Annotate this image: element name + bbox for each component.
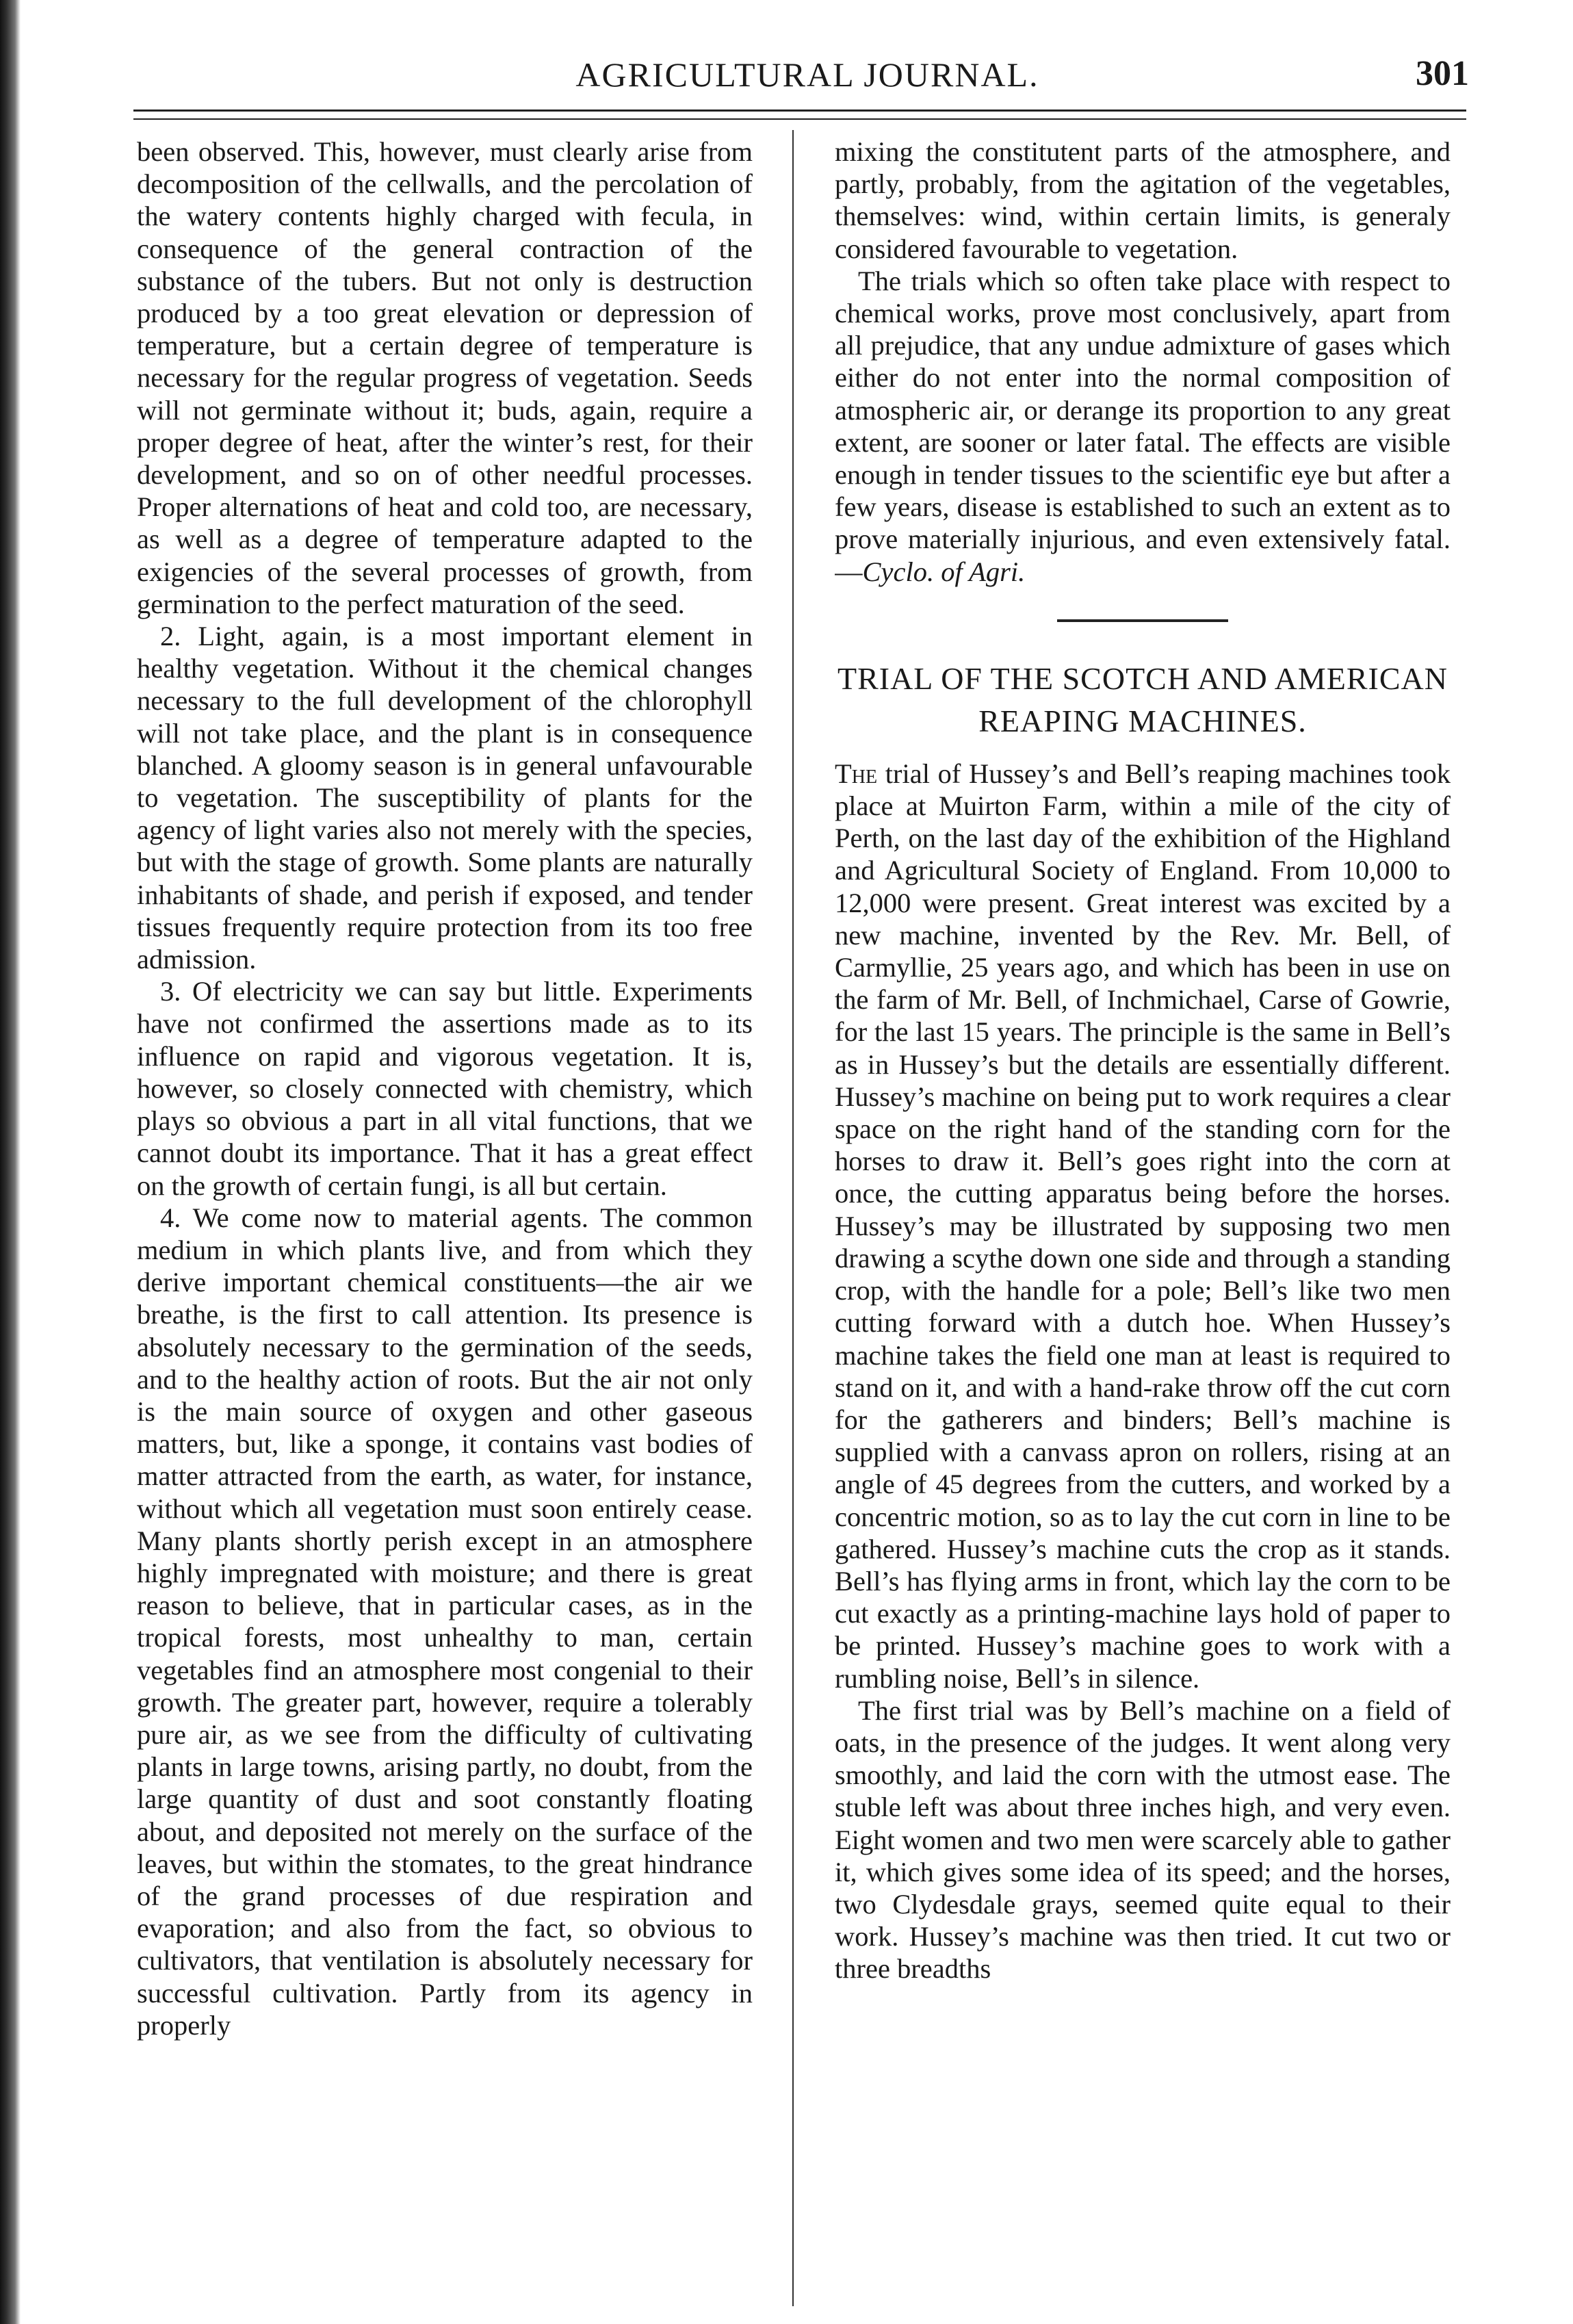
journal-title: AGRICULTURAL JOURNAL. bbox=[575, 55, 1039, 94]
article-title-line-1: TRIAL OF THE SCOTCH AND AMERICAN bbox=[837, 660, 1448, 696]
source-citation: Cyclo. of Agri. bbox=[862, 556, 1026, 587]
column-divider bbox=[792, 130, 794, 2306]
paragraph-material-agents: 4. We come now to material agents. The common medium in which plants live, and from which they derive important chemical constituents—the air we breathe, is the first to call attention. Its presence is absolutely necessary to the germination of the seeds, and to the healthy action of roots. But the air not only is the main source of oxygen and other gaseous matters, but, like a sponge, it contains vast bodies of matter attracted from the earth, as water, for instance, without which all vegetation must soon entirely cease. Many plants shortly perish except in an atmosphere highly impregnated with moisture; and there is great reason to believe, that in particular cases, as in the tropical forests, most unhealthy to man, certain vegetables find an atmosphere most congenial to their growth. The greater part, however, require a tolerably pure air, as we see from the difficulty of cultivating plants in large towns, arising partly, no doubt, from the large quantity of dust and soot constantly floating about, and deposited not merely on the surface of the leaves, but within the stomates, to the great hindrance of the grand processes of due respiration and evaporation; and also from the fact, so obvious to cultivators, that ventilation is absolutely necessary for successful cultivation. Partly from its agency in properly bbox=[137, 1202, 753, 2041]
right-column bbox=[835, 135, 1451, 2301]
running-head bbox=[133, 34, 1481, 103]
left-column bbox=[137, 135, 753, 2301]
lead-word: The bbox=[835, 758, 878, 789]
article-title-line-2: REAPING MACHINES. bbox=[978, 703, 1307, 738]
paragraph-atmosphere: mixing the constitutent parts of the atmosphere, and partly, probably, from the agitation of the vegetables, themselves: wind, within certain limits, is generaly considered favourable to vegetation. bbox=[835, 136, 1451, 264]
page-number: 301 bbox=[1416, 54, 1469, 93]
paragraph-trial-intro bbox=[835, 758, 1451, 1694]
page-binding-shadow bbox=[0, 0, 21, 2324]
header-rule-top bbox=[133, 109, 1466, 112]
paragraph-chemical-works-text: The trials which so often take place with respect to chemical works, prove most conclusively, apart from all prejudice, that any undue admixture of gases which either do not enter into the normal composition of atmospheric air, or derange its proportion to any great extent, are sooner or later fatal. The effects are visible enough in tender tissues to the scientific eye but after a few years, disease is established to such an extent as to prove materially injurious, and even extensively fatal.— bbox=[835, 265, 1451, 587]
paragraph-chemical-works bbox=[835, 265, 1451, 588]
paragraph-first-trial: The first trial was by Bell’s machine on a field of oats, in the presence of the judges. It went along very smoothly, and laid the corn with the utmost ease. The stuble left was about three inches high, and very even. Eight women and two men were scarcely able to gather it, which gives some idea of its speed; and the horses, two Clydesdale grays, seemed quite equal to their work. Hussey’s machine was then tried. It cut two or three breadths bbox=[835, 1694, 1451, 1985]
header-rule-bottom bbox=[133, 118, 1466, 120]
article-title bbox=[835, 658, 1451, 743]
paragraph-electricity: 3. Of electricity we can say but little. Experiments have not confirmed the assertions made as to its influence on rapid and vigorous vegetation. It is, however, so closely connected with chemistry, which plays so obvious a part in all vital functions, that we cannot doubt its importance. That it has a great effect on the growth of certain fungi, is all but certain. bbox=[137, 976, 753, 1201]
section-rule bbox=[1057, 619, 1228, 622]
paragraph-temperature: been observed. This, however, must clearly arise from decomposition of the cellwalls, and the percolation of the watery contents highly charged with fecula, in consequence of the general contraction of the substance of the tubers. But not only is destruction produced by a too great elevation or depression of temperature, but a certain degree of temperature is necessary for the regular progress of vegetation. Seeds will not germinate without it; buds, again, require a proper degree of heat, after the winter’s rest, for their development, and so on of other needful processes. Proper alternations of heat and cold too, are necessary, as well as a degree of temperature adapted to the exigencies of the several processes of growth, from germination to the perfect maturation of the seed. bbox=[137, 136, 753, 619]
paragraph-light: 2. Light, again, is a most important element in healthy vegetation. Without it the chemical changes necessary to the full development of the chlorophyll will not take place, and the plant is in consequence blanched. A gloomy season is in general unfavourable to vegetation. The susceptibility of plants for the agency of light varies also not merely with the species, but with the stage of growth. Some plants are naturally inhabitants of shade, and perish if exposed, and tender tissues frequently require protection from its too free admission. bbox=[137, 621, 753, 975]
paragraph-trial-intro-text: trial of Hussey’s and Bell’s reaping machines took place at Muirton Farm, within a mile of the city of Perth, on the last day of the exhibition of the Highland and Agricultural Society of England. From 10,000 to 12,000 were present. Great interest was excited by a new machine, invented by the Rev. Mr. Bell, of Carmyllie, 25 years ago, and which has been in use on the farm of Mr. Bell, of Inchmichael, Carse of Gowrie, for the last 15 years. The principle is the same in Bell’s as in Hussey’s but the details are essentially different. Hussey’s machine on being put to work requires a clear space on the right hand of the standing corn for the horses to draw it. Bell’s goes right into the corn at once, the cutting apparatus being before the horses. Hussey’s may be illustrated by supposing two men drawing a scythe down one side and through a standing crop, with the handle for a pole; Bell’s like two men cutting forward with a dutch hoe. When Hussey’s machine takes the field one man at least is required to stand on it, and with a hand-rake throw off the cut corn for the gatherers and binders; Bell’s machine is supplied with a canvass apron on rollers, rising at an angle of 45 degrees from the cutters, and worked by a concentric motion, so as to lay the cut corn in line to be gathered. Hussey’s machine cuts the crop as it stands. Bell’s has flying arms in front, which lay the corn to be cut exactly as a printing-machine lays hold of paper to be printed. Hussey’s machine goes to work with a rumbling noise, Bell’s in silence. bbox=[835, 758, 1451, 1694]
